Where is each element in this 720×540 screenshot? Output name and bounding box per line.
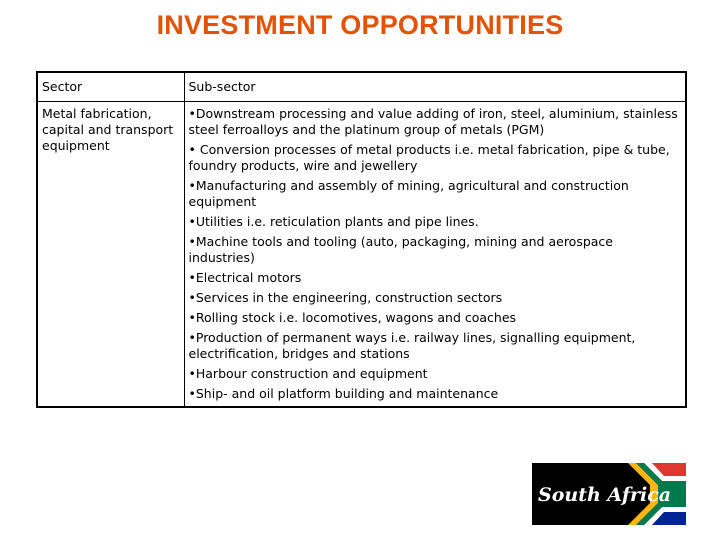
table-row [37, 102, 686, 408]
sub-sector-item: •Production of permanent ways i.e. railway lines, signalling equipment, electrification, bridges and stations [188, 330, 636, 361]
south-africa-flag-logo [532, 463, 686, 525]
sector-name: Metal fabrication, capital and transport equipment [42, 106, 174, 153]
sector-cell [37, 102, 184, 408]
column-header-sector: Sector [37, 72, 184, 102]
sub-sector-item: •Harbour construction and equipment [188, 366, 428, 381]
investment-table [36, 71, 687, 408]
south-africa-logo [532, 463, 686, 525]
table-header-row [37, 72, 686, 102]
sub-sector-item: •Downstream processing and value adding of iron, steel, aluminium, stainless steel ferroalloys and the platinum group of metals (PGM) [188, 106, 678, 137]
logo-wordmark: South Africa [538, 484, 672, 506]
sub-sector-item: •Utilities i.e. reticulation plants and pipe lines. [188, 214, 479, 229]
column-header-sub-sector: Sub-sector [184, 72, 686, 102]
sub-sector-cell [184, 102, 686, 408]
sub-sector-item: •Electrical motors [188, 270, 302, 285]
sub-sector-item: •Rolling stock i.e. locomotives, wagons and coaches [188, 310, 517, 325]
sub-sector-item: •Ship- and oil platform building and maintenance [188, 386, 499, 401]
sub-sector-item: • Conversion processes of metal products i.e. metal fabrication, pipe & tube, foundry products, wire and jewellery [188, 142, 670, 173]
page-title: INVESTMENT OPPORTUNITIES [156, 10, 564, 40]
sub-sector-item: •Machine tools and tooling (auto, packaging, mining and aerospace industries) [188, 234, 613, 265]
sub-sector-item: •Services in the engineering, construction sectors [188, 290, 503, 305]
sub-sector-item: •Manufacturing and assembly of mining, agricultural and construction equipment [188, 178, 629, 209]
